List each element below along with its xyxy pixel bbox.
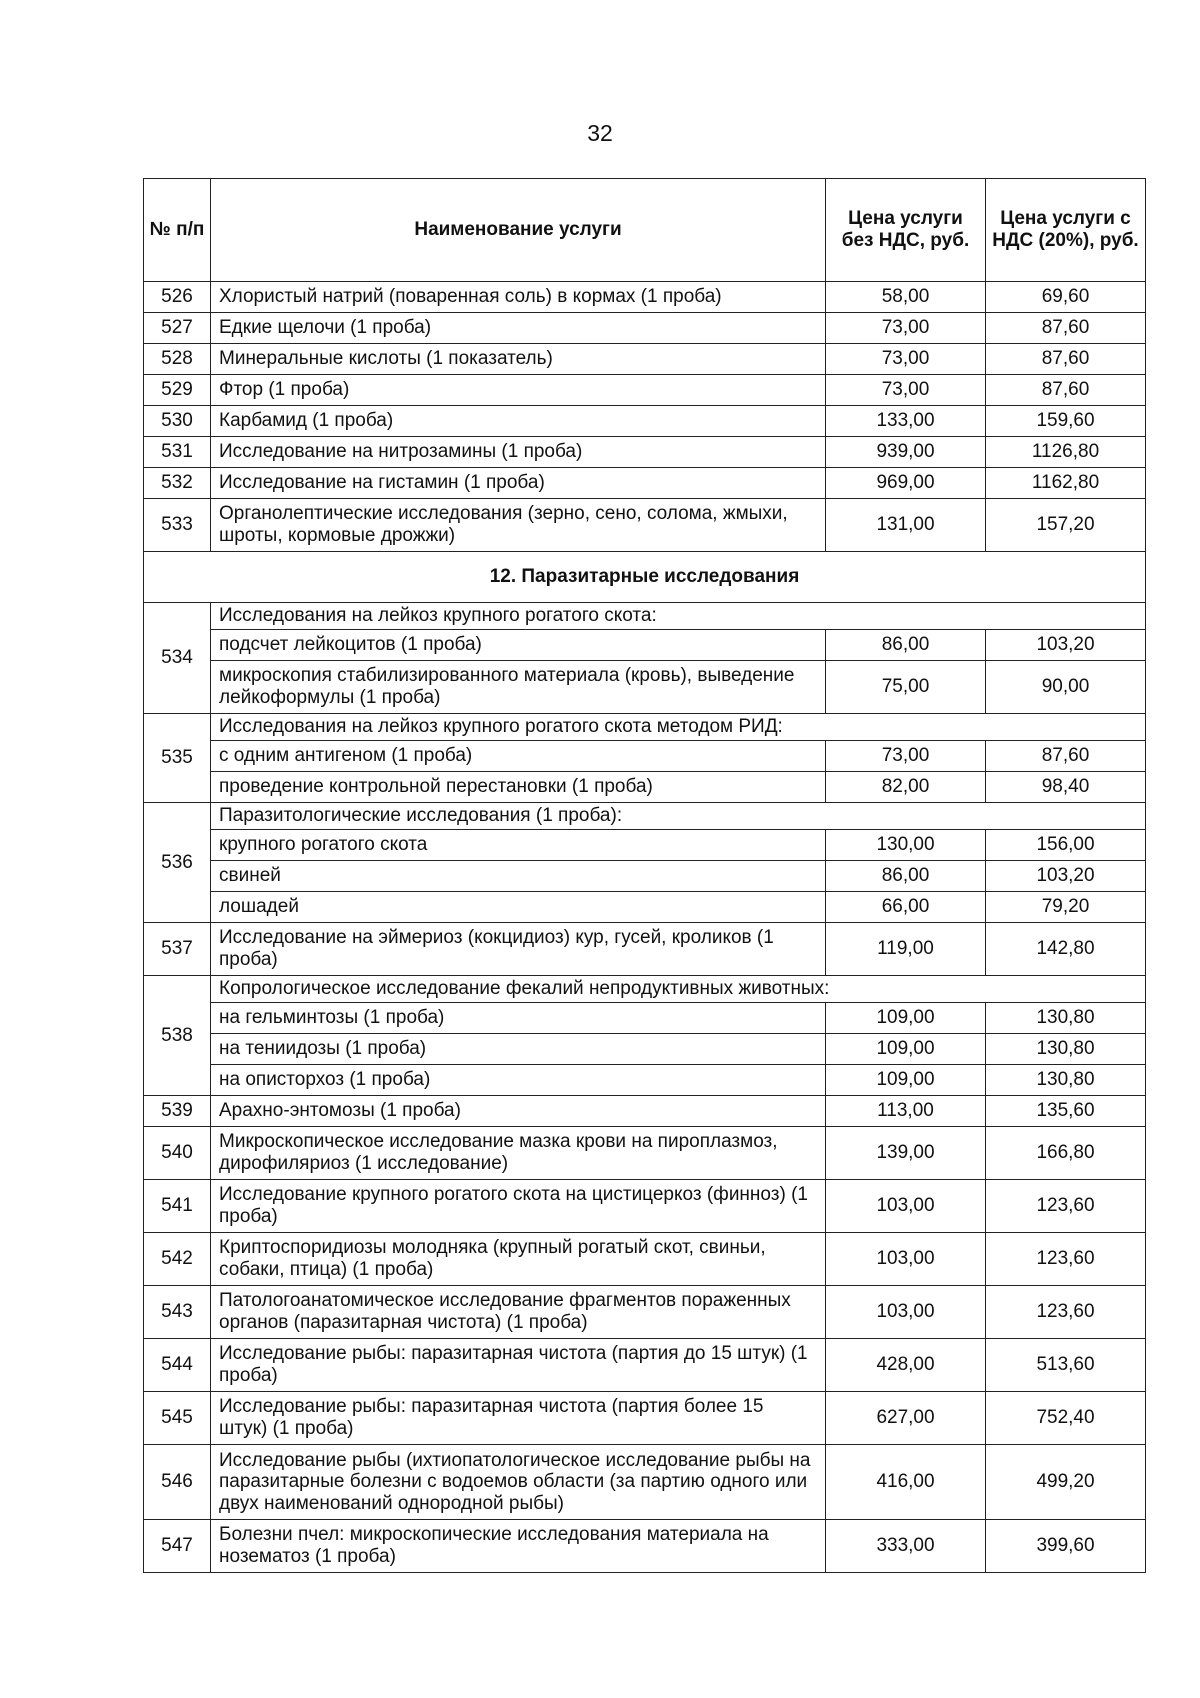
- row-price-vat: 142,80: [986, 923, 1146, 976]
- table-row: [144, 1003, 1146, 1034]
- header-num: № п/п: [144, 179, 211, 282]
- section-row: [144, 552, 1146, 603]
- table-row: [144, 1233, 1146, 1286]
- row-price-vat: 87,60: [986, 375, 1146, 406]
- row-name: с одним антигеном (1 проба): [211, 741, 826, 772]
- row-price-vat: 87,60: [986, 313, 1146, 344]
- row-name: на гельминтозы (1 проба): [211, 1003, 826, 1034]
- row-num: 533: [144, 499, 211, 552]
- row-num: 537: [144, 923, 211, 976]
- table-row: [144, 406, 1146, 437]
- row-num: 529: [144, 375, 211, 406]
- row-name: Исследование на нитрозамины (1 проба): [211, 437, 826, 468]
- row-price-vat: 1162,80: [986, 468, 1146, 499]
- row-price-vat: 103,20: [986, 861, 1146, 892]
- price-table: [143, 178, 1146, 1573]
- row-num: 546: [144, 1445, 211, 1520]
- row-name: Исследование на гистамин (1 проба): [211, 468, 826, 499]
- row-price-vat: 103,20: [986, 630, 1146, 661]
- row-name: Карбамид (1 проба): [211, 406, 826, 437]
- row-name: Исследование рыбы: паразитарная чистота (партия до 15 штук) (1 проба): [211, 1339, 826, 1392]
- row-price-no-vat: 428,00: [826, 1339, 986, 1392]
- row-price-no-vat: 73,00: [826, 741, 986, 772]
- table-row: [144, 830, 1146, 861]
- row-num: 547: [144, 1520, 211, 1573]
- row-price-no-vat: 73,00: [826, 344, 986, 375]
- row-price-no-vat: 75,00: [826, 661, 986, 714]
- row-price-no-vat: 139,00: [826, 1127, 986, 1180]
- row-price-no-vat: 73,00: [826, 313, 986, 344]
- row-name: на описторхоз (1 проба): [211, 1065, 826, 1096]
- row-name: проведение контрольной перестановки (1 проба): [211, 772, 826, 803]
- row-num: 543: [144, 1286, 211, 1339]
- section-title: 12. Паразитарные исследования: [144, 552, 1146, 603]
- table-row: [144, 803, 1146, 830]
- table-row: [144, 1065, 1146, 1096]
- row-name: лошадей: [211, 892, 826, 923]
- table-row: [144, 603, 1146, 630]
- row-name: Болезни пчел: микроскопические исследования материала на нозематоз (1 проба): [211, 1520, 826, 1573]
- header-price-no-vat: Цена услуги без НДС, руб.: [826, 179, 986, 282]
- row-num: 532: [144, 468, 211, 499]
- table-row: [144, 1392, 1146, 1445]
- row-num: 541: [144, 1180, 211, 1233]
- table-row: [144, 344, 1146, 375]
- row-price-no-vat: 130,00: [826, 830, 986, 861]
- row-price-no-vat: 82,00: [826, 772, 986, 803]
- table-row: [144, 375, 1146, 406]
- row-num: 526: [144, 282, 211, 313]
- table-row: [144, 661, 1146, 714]
- table-row: [144, 1520, 1146, 1573]
- table-row: [144, 499, 1146, 552]
- row-price-vat: 69,60: [986, 282, 1146, 313]
- table-row: [144, 282, 1146, 313]
- table-row: [144, 1286, 1146, 1339]
- table-row: [144, 892, 1146, 923]
- row-name: Криптоспоридиозы молодняка (крупный рогатый скот, свиньи, собаки, птица) (1 проба): [211, 1233, 826, 1286]
- row-num: 527: [144, 313, 211, 344]
- row-price-vat: 159,60: [986, 406, 1146, 437]
- row-name: на тениидозы (1 проба): [211, 1034, 826, 1065]
- row-price-no-vat: 109,00: [826, 1003, 986, 1034]
- table-row: [144, 741, 1146, 772]
- row-price-vat: 130,80: [986, 1034, 1146, 1065]
- header-name: Наименование услуги: [211, 179, 826, 282]
- row-price-no-vat: 969,00: [826, 468, 986, 499]
- table-row: [144, 1096, 1146, 1127]
- header-price-vat: Цена услуги с НДС (20%), руб.: [986, 179, 1146, 282]
- row-num: 544: [144, 1339, 211, 1392]
- table-row: [144, 630, 1146, 661]
- row-price-vat: 79,20: [986, 892, 1146, 923]
- row-num: 530: [144, 406, 211, 437]
- row-name: Минеральные кислоты (1 показатель): [211, 344, 826, 375]
- row-price-no-vat: 109,00: [826, 1034, 986, 1065]
- row-price-no-vat: 416,00: [826, 1445, 986, 1520]
- row-name: свиней: [211, 861, 826, 892]
- row-num: 538: [144, 976, 211, 1096]
- table-header-row: [144, 179, 1146, 282]
- row-price-no-vat: 103,00: [826, 1180, 986, 1233]
- row-name: Исследование на эймериоз (кокцидиоз) кур, гусей, кроликов (1 проба): [211, 923, 826, 976]
- row-num: 536: [144, 803, 211, 923]
- row-name: крупного рогатого скота: [211, 830, 826, 861]
- row-price-no-vat: 66,00: [826, 892, 986, 923]
- row-price-vat: 87,60: [986, 741, 1146, 772]
- table-row: [144, 861, 1146, 892]
- row-price-no-vat: 103,00: [826, 1286, 986, 1339]
- table-row: [144, 714, 1146, 741]
- row-num: 542: [144, 1233, 211, 1286]
- row-price-vat: 123,60: [986, 1233, 1146, 1286]
- row-name: Патологоанатомическое исследование фрагментов пораженных органов (паразитарная чистота) (1 проба): [211, 1286, 826, 1339]
- row-price-vat: 87,60: [986, 344, 1146, 375]
- table-row: [144, 313, 1146, 344]
- row-name: Едкие щелочи (1 проба): [211, 313, 826, 344]
- row-name: Хлористый натрий (поваренная соль) в кормах (1 проба): [211, 282, 826, 313]
- row-price-no-vat: 86,00: [826, 861, 986, 892]
- row-price-no-vat: 627,00: [826, 1392, 986, 1445]
- row-price-no-vat: 109,00: [826, 1065, 986, 1096]
- table-row: [144, 437, 1146, 468]
- table-row: [144, 1180, 1146, 1233]
- table-row: [144, 1127, 1146, 1180]
- row-price-vat: 1126,80: [986, 437, 1146, 468]
- row-num: 535: [144, 714, 211, 803]
- row-name: микроскопия стабилизированного материала (кровь), выведение лейкоформулы (1 проба): [211, 661, 826, 714]
- row-num: 528: [144, 344, 211, 375]
- row-price-vat: 98,40: [986, 772, 1146, 803]
- row-name: Органолептические исследования (зерно, сено, солома, жмыхи, шроты, кормовые дрожжи): [211, 499, 826, 552]
- row-price-vat: 130,80: [986, 1065, 1146, 1096]
- row-price-no-vat: 131,00: [826, 499, 986, 552]
- row-price-no-vat: 103,00: [826, 1233, 986, 1286]
- row-price-no-vat: 133,00: [826, 406, 986, 437]
- table-row: [144, 923, 1146, 976]
- row-num: 540: [144, 1127, 211, 1180]
- group-heading: Исследования на лейкоз крупного рогатого скота:: [211, 603, 1146, 630]
- group-heading: Паразитологические исследования (1 проба):: [211, 803, 1146, 830]
- group-heading: Исследования на лейкоз крупного рогатого скота методом РИД:: [211, 714, 1146, 741]
- table-row: [144, 468, 1146, 499]
- row-price-vat: 135,60: [986, 1096, 1146, 1127]
- row-price-vat: 166,80: [986, 1127, 1146, 1180]
- row-name: Микроскопическое исследование мазка крови на пироплазмоз, дирофиляриоз (1 исследование): [211, 1127, 826, 1180]
- table-row: [144, 976, 1146, 1003]
- page-number: 32: [587, 120, 613, 146]
- row-name: Исследование рыбы: паразитарная чистота (партия более 15 штук) (1 проба): [211, 1392, 826, 1445]
- row-price-vat: 752,40: [986, 1392, 1146, 1445]
- row-num: 539: [144, 1096, 211, 1127]
- row-num: 534: [144, 603, 211, 714]
- row-price-no-vat: 113,00: [826, 1096, 986, 1127]
- row-price-vat: 123,60: [986, 1286, 1146, 1339]
- table-row: [144, 1445, 1146, 1520]
- row-name: Исследование рыбы (ихтиопатологическое исследование рыбы на паразитарные болезни с водоемов области (за партию одного или двух наименований однородной рыбы): [211, 1445, 826, 1520]
- row-price-vat: 513,60: [986, 1339, 1146, 1392]
- row-num: 531: [144, 437, 211, 468]
- row-price-no-vat: 119,00: [826, 923, 986, 976]
- table-row: [144, 772, 1146, 803]
- table-row: [144, 1034, 1146, 1065]
- row-num: 545: [144, 1392, 211, 1445]
- row-price-vat: 399,60: [986, 1520, 1146, 1573]
- row-price-vat: 90,00: [986, 661, 1146, 714]
- row-price-vat: 130,80: [986, 1003, 1146, 1034]
- row-price-vat: 499,20: [986, 1445, 1146, 1520]
- row-price-no-vat: 86,00: [826, 630, 986, 661]
- row-price-vat: 157,20: [986, 499, 1146, 552]
- table-row: [144, 1339, 1146, 1392]
- row-name: Фтор (1 проба): [211, 375, 826, 406]
- row-price-no-vat: 333,00: [826, 1520, 986, 1573]
- row-name: Арахно-энтомозы (1 проба): [211, 1096, 826, 1127]
- row-price-vat: 123,60: [986, 1180, 1146, 1233]
- row-name: подсчет лейкоцитов (1 проба): [211, 630, 826, 661]
- row-price-no-vat: 58,00: [826, 282, 986, 313]
- row-name: Исследование крупного рогатого скота на цистицеркоз (финноз) (1 проба): [211, 1180, 826, 1233]
- row-price-no-vat: 939,00: [826, 437, 986, 468]
- row-price-vat: 156,00: [986, 830, 1146, 861]
- group-heading: Копрологическое исследование фекалий непродуктивных животных:: [211, 976, 1146, 1003]
- row-price-no-vat: 73,00: [826, 375, 986, 406]
